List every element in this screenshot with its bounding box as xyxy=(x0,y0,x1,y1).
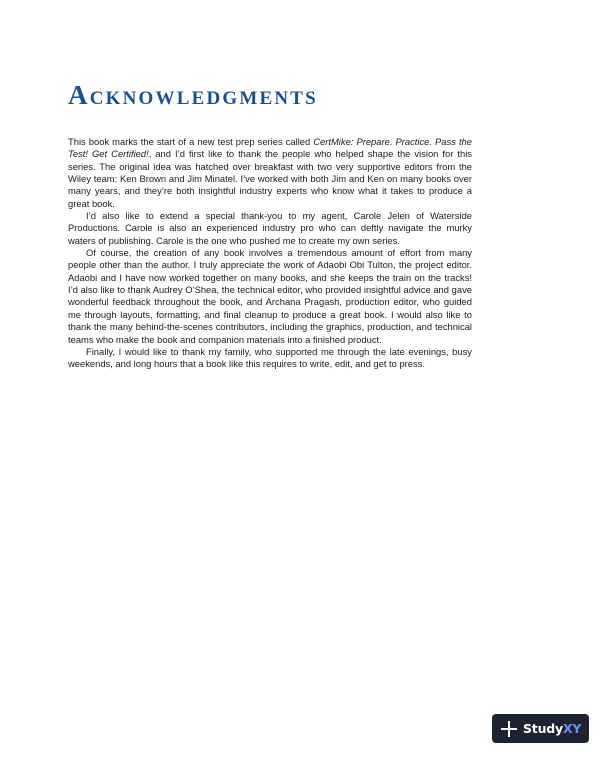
paragraph-1-rest: , and I’d first like to thank the people who helped shape the vision for this series. The original idea was hatched over breakfast with two very supportive editors from the Wiley team: Ken Brown and Jim Minatel. I’ve worked with both Jim and Ken on many books over many years, and they’re both insightful industry experts who know what it takes to produce a great book. xyxy=(68,148,472,209)
plus-icon xyxy=(501,721,517,737)
watermark-brand-main: Study xyxy=(523,721,563,736)
watermark-brand-accent: XY xyxy=(562,721,582,736)
studyxy-watermark-badge xyxy=(492,714,589,743)
acknowledgments-body xyxy=(68,136,472,371)
paragraph-1-lead: This book marks the start of a new test prep series called xyxy=(68,136,314,147)
paragraph-3: Of course, the creation of any book involves a tremendous amount of effort from many people other than the author. I truly appreciate the work of Adaobi Obi Tulton, the project editor. Adaobi and I have now worked together on many books, and she keeps the train on the tracks! I’d also like to thank Audrey O’Shea, the technical editor, who provided insightful advice and gave wonderful feedback throughout the book, and Archana Pragash, production editor, who guided me through layouts, formatting, and final cleanup to produce a great book. I would also like to thank the many behind-the-scenes contributors, including the graphics, production, and technical teams who make the book and companion materials into a finished product. xyxy=(68,247,472,345)
watermark-brand xyxy=(523,721,581,736)
page-title: Acknowledgments xyxy=(68,80,318,110)
paragraph-4: Finally, I would like to thank my family, who supported me through the late evenings, busy weekends, and long hours that a book like this requires to write, edit, and get to press. xyxy=(68,345,472,370)
series-title: CertMike: Prepare. Practice. Pass the Test! Get Certified! xyxy=(68,136,472,160)
paragraph-2: I’d also like to extend a special thank-you to my agent, Carole Jelen of Waterside Productions. Carole is also an experienced industry pro who can deftly navigate the murky waters of publishing. Carole is the one who pushed me to create my own series. xyxy=(68,210,472,246)
paragraph-1 xyxy=(68,136,472,210)
